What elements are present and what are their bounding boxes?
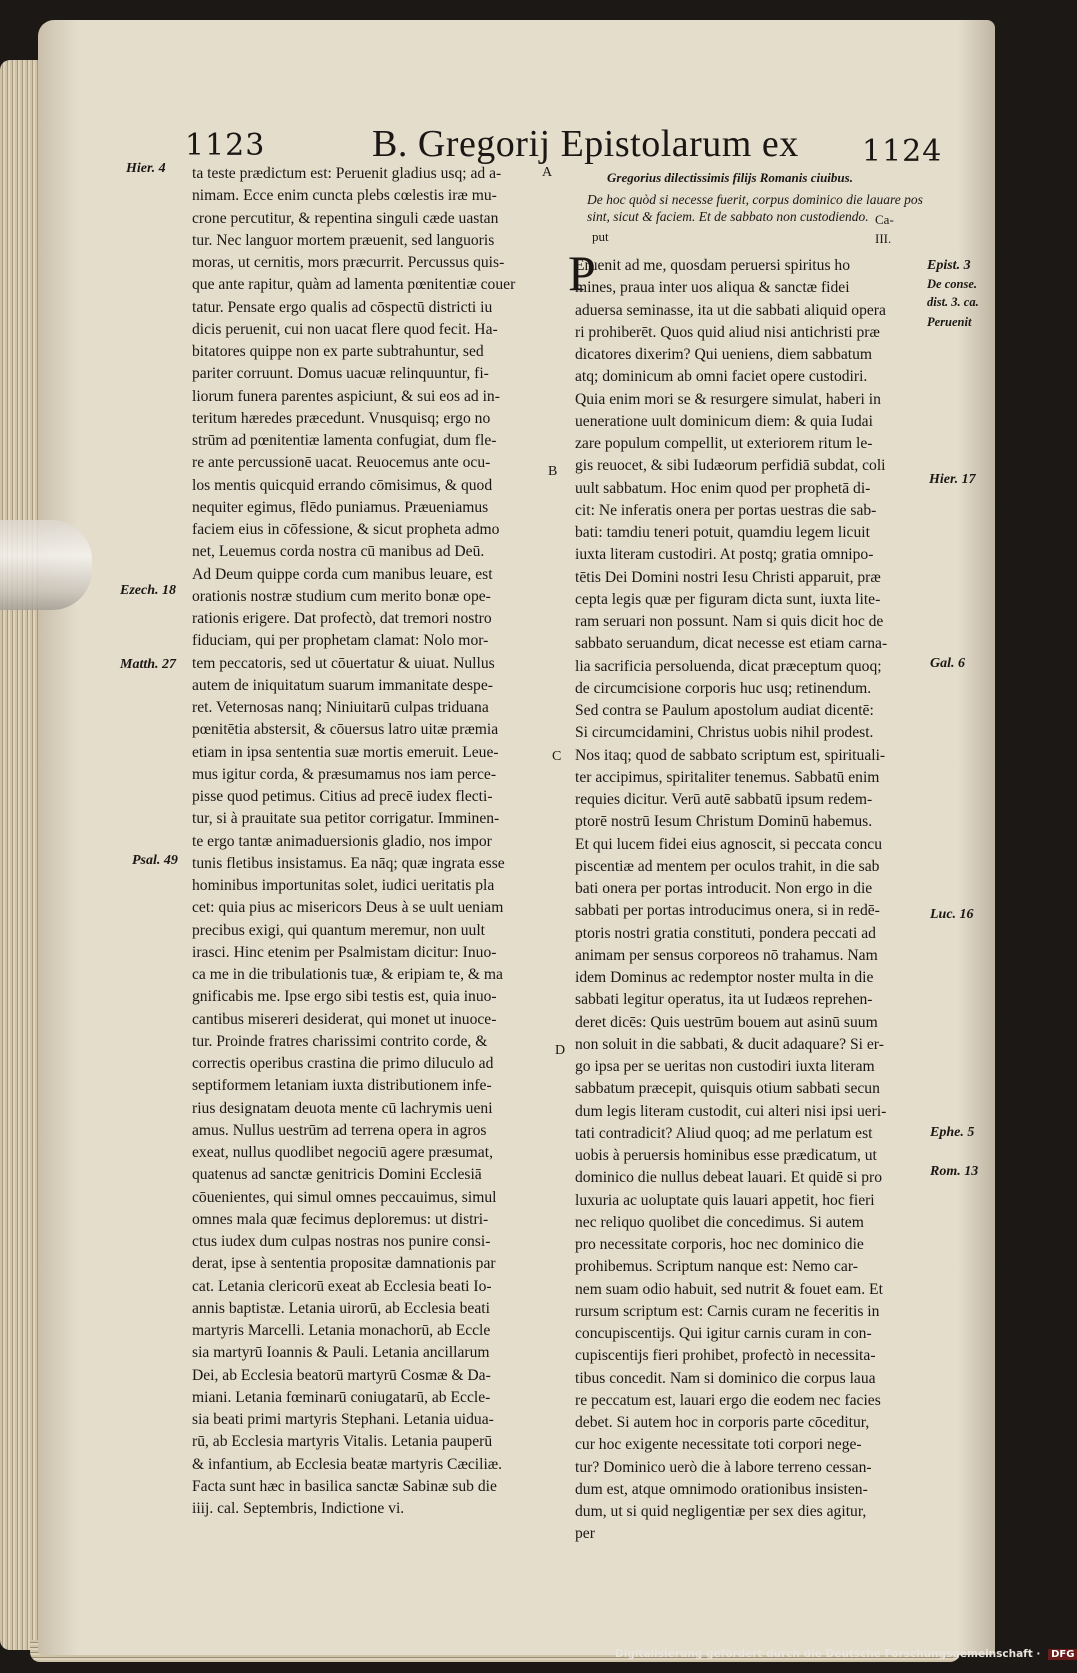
- right-column-line: sabbato seruandum, dicat necesse est etiam carna-: [575, 635, 888, 653]
- left-column-line: irasci. Hinc etenim per Psalmistam dicitur: Inuo-: [192, 943, 497, 961]
- right-column-line: Si circumcidamini, Christus uobis nihil prodest.: [575, 724, 874, 742]
- right-column-line: bati: tamdiu teneri potuit, quamdiu legem licuit: [575, 524, 870, 541]
- right-column-line: de circumcisione corporis huc usq; retinendum.: [575, 679, 872, 697]
- left-column-line: tem peccatoris, sed ut cōuertatur & uiuat. Nullus: [192, 654, 495, 672]
- left-column-line: liorum funera parentes aspiciunt, & sui eos ad in-: [192, 387, 500, 405]
- right-column-line: dum, ut si quid negligentiæ per sex dies agitur,: [575, 1503, 867, 1520]
- right-column-line: prohibemus. Scriptum nanque est: Nemo car-: [575, 1258, 858, 1276]
- right-column-line: rursum scriptum est: Carnis curam ne feceritis in: [575, 1302, 880, 1320]
- right-column-line: per: [575, 1525, 595, 1543]
- left-column-line: iiij. cal. Septembris, Indictione vi.: [192, 1500, 405, 1517]
- right-column-line: pro necessitate corporis, hoc nec dominico die: [575, 1236, 864, 1253]
- left-column-line: septiformem letaniam iuxta distributionem infe-: [192, 1077, 492, 1095]
- left-column-line: etiam in ipsa sententia suæ mortis emeruit. Leue-: [192, 743, 499, 761]
- left-column-line: pariter corruunt. Domus uacuæ relinquuntur, fi-: [192, 365, 489, 383]
- left-column-line: amus. Nullus uestrūm ad terrena opera in agros: [192, 1121, 487, 1139]
- right-text-column: [575, 255, 923, 1546]
- right-column-line: concupiscentijs. Qui igitur carnis curam in con-: [575, 1325, 872, 1342]
- margin-note-epist: Epist. 3: [927, 258, 971, 273]
- right-column-line: gis reuocet, & sibi Iudæorum perfidiā subdat, coli: [575, 457, 886, 475]
- right-column-line: dum est, atque omnimodo orationibus insisten-: [575, 1480, 868, 1498]
- left-column-line: annis baptistæ. Letania uirorū, ab Ecclesia beati: [192, 1299, 490, 1317]
- left-column-line: orationis nostræ studium cum merito bonæ ope-: [192, 587, 491, 605]
- summary-line-2: sint, sicut & faciem. Et de sabbato non custodiendo.: [587, 209, 869, 224]
- right-column-line: tur? Dominico uerò die à labore terreno cessan-: [575, 1458, 872, 1476]
- left-column-line: Ad Deum quippe corda cum manibus leuare, est: [192, 565, 493, 583]
- right-column-line: lia sacrificia persoluenda, dicat præceptum quoq;: [575, 657, 882, 675]
- right-column-line: animam per sensus corporeos nō trahamus. Nam: [575, 946, 878, 964]
- left-column-line: precibus exigi, qui quantum meremur, non uult: [192, 921, 485, 939]
- left-column-line: los mentis quicquid errando cōmisimus, & quod: [192, 476, 493, 494]
- page-header: [0, 0, 1000, 180]
- left-column-line: Dei, ab Ecclesia beatorū martyrū Cosmæ & Da-: [192, 1366, 491, 1384]
- left-column-line: ta teste prædictum est: Peruenit gladius usq; ad a-: [192, 165, 502, 182]
- right-column-line: idem Dominus ac redemptor noster multa in die: [575, 969, 874, 986]
- left-column-line: rū, ab Ecclesia martyris Vitalis. Letania pauperū: [192, 1433, 493, 1451]
- margin-note-dist: dist. 3. ca.: [927, 295, 979, 309]
- right-column-line: re peccatum est, lauari ergo die eodem nec facies: [575, 1391, 881, 1409]
- right-column-line: zare populum compellit, ut exteriorem ritum le-: [575, 435, 873, 452]
- right-column-line: Nos itaq; quod de sabbato scriptum est, spirituali-: [575, 746, 886, 764]
- right-column-line: aduersa seminasse, ita ut die sabbati aliquid opera: [575, 301, 886, 319]
- left-column-line: correctis operibus crastina die primo diluculo ad: [192, 1055, 494, 1072]
- dfg-logo: DFG: [1048, 1649, 1077, 1660]
- right-column-line: uobis à peruersis hominibus esse prædicatum, ut: [575, 1147, 877, 1164]
- right-column-line: go ipsa per se ueritas non custodiri iuxta literam: [575, 1058, 875, 1075]
- right-column-line: iuxta literam custodiri. At postq; gratia omnipo-: [575, 546, 874, 564]
- right-column-line: ptoris nostri gratia constituti, pondera peccati ad: [575, 924, 876, 942]
- left-column-line: cet: quia pius ac misericors Deus à se uult ueniam: [192, 899, 504, 917]
- right-column-line: Quia enim mori se & resurgere simulat, haberi in: [575, 390, 881, 408]
- right-column-line: cur hoc exigente necessitate toti corpori nege-: [575, 1436, 862, 1454]
- right-column-line: tētis Dei Domini nostri Iesu Christi apparuit, præ: [575, 568, 881, 586]
- left-column-line: cōuenientes, qui simul omnes peccauimus, simul: [192, 1188, 497, 1206]
- right-column-line: nem suam odio habuit, sed nutrit & fouet eam. Et: [575, 1280, 883, 1298]
- right-column-line: cit: Ne inferatis onera per portas uestras die sab-: [575, 501, 877, 519]
- right-column-line: non soluit in die sabbati, & ducit adaquare? Si er-: [575, 1035, 884, 1053]
- left-column-line: martyris Marcelli. Letania monachorū, ab Eccle: [192, 1322, 491, 1339]
- margin-note-matth27: Matth. 27: [120, 657, 177, 672]
- left-column-line: net, Leuemus corda nostra cū manibus ad Deū.: [192, 543, 485, 561]
- left-column-line: sia beati primi martyris Stephani. Letania uidua-: [192, 1411, 494, 1428]
- left-column-line: mus igitur corda, & præsumamus nos iam perce-: [192, 765, 497, 783]
- section-mark-d: D: [555, 1043, 566, 1058]
- margin-note-luc16: Luc. 16: [930, 907, 974, 922]
- left-column-line: re ante percussionē uacat. Reuocemus ante ocu-: [192, 454, 491, 472]
- section-mark-a: A: [542, 165, 553, 180]
- right-column-line: sabbatum præcepit, quisquis otium sabbati secun: [575, 1080, 880, 1098]
- page-number-right: 1124: [862, 134, 943, 169]
- left-column-line: miani. Letania fœminarū coniugatarū, ab Eccle-: [192, 1388, 491, 1406]
- left-column-line: tur. Nec languor mortem præuenit, sed languoris: [192, 231, 495, 249]
- right-column-line: requies dicitur. Verū autē sabbatū ipsum redem-: [575, 791, 873, 808]
- footer-text: Digitalisierung gefördert durch die Deutsche Forschungsgemeinschaft ·: [615, 1648, 1041, 1660]
- margin-note-ephe5: Ephe. 5: [930, 1125, 975, 1140]
- left-column-line: pœnitētia abstersit, & cōuersus latro uitæ præmia: [192, 721, 499, 739]
- left-column-line: ret. Veternosas nanq; Niniuitarū culpas triduana: [192, 699, 489, 716]
- left-column-line: crone percutitur, & repentina singuli cæde uastan: [192, 209, 499, 227]
- left-column-line: Facta sunt hæc in basilica sanctæ Sabinæ sub die: [192, 1477, 497, 1495]
- margin-note-gal6: Gal. 6: [930, 656, 965, 671]
- right-column-line: tati contradicit? Aliud quoq; ad me perlatum est: [575, 1124, 873, 1142]
- margin-note-ezech18: Ezech. 18: [120, 583, 176, 598]
- right-column-line: atq; dominicum ab omni faciet opere custodiri.: [575, 368, 868, 386]
- right-column-line: Eruenit ad me, quosdam peruersi spiritus ho: [575, 257, 850, 274]
- right-column-line: ptorē nostrū Iesum Christum Dominū habemus.: [575, 813, 873, 831]
- right-column-line: nec reliquo quolibet die concedimus. Si autem: [575, 1213, 864, 1231]
- left-column-line: rationis erigere. Dat profectò, dat tremori nostro: [192, 610, 492, 627]
- right-column-line: luxuria ac uoluptate quis lauari appetit, hoc fieri: [575, 1191, 875, 1209]
- margin-note-deconse: De conse.: [927, 277, 977, 291]
- right-column-line: debet. Si autem hoc in corporis parte cōceditur,: [575, 1414, 870, 1431]
- left-column-line: fiduciam, qui per prophetam clamat: Nolo mor-: [192, 632, 489, 650]
- left-column-line: ctus iudex dum culpas nostras nos punire consi-: [192, 1233, 491, 1250]
- left-column-line: hominibus importunitas solet, iudici ueritatis pla: [192, 877, 495, 894]
- left-column-line: tatur. Pensate ergo qualis ad cōspectū districti iu: [192, 298, 493, 316]
- summary-line-1: De hoc quòd si necesse fuerit, corpus dominico die lauare pos: [587, 192, 923, 207]
- drop-cap: P: [568, 245, 596, 301]
- left-column-line: omnes mala quæ fecimus deploremus: ut distri-: [192, 1210, 489, 1228]
- left-column-line: que ante rapitur, quàm ad lamenta pœnitentiæ couer: [192, 276, 516, 294]
- page-edge-stack: [0, 60, 40, 1650]
- left-column-line: te ergo tantæ animaduersionis gladio, nos impor: [192, 832, 492, 850]
- margin-note-rom13: Rom. 13: [930, 1164, 979, 1179]
- left-column-line: cat. Letania clericorū exeat ab Ecclesia beati Io-: [192, 1277, 492, 1295]
- left-text-column: [192, 163, 537, 1520]
- left-column-line: nimam. Ecce enim cuncta plebs cœlestis iræ mu-: [192, 187, 497, 205]
- right-column-line: dominico die nullus debeat lauari. Et quidē si pro: [575, 1169, 883, 1187]
- page-number-left: 1123: [185, 128, 266, 163]
- left-column-line: ca me in die tribulationis tuæ, & eripiam te, & ma: [192, 966, 503, 983]
- left-column-line: pisse quod petimus. Citius ad precē iudex flecti-: [192, 788, 493, 805]
- left-column-line: tur. Proinde fratres charissimi contrito corde, &: [192, 1032, 488, 1050]
- right-column-line: dicatores dixerim? Qui ueniens, diem sabbatum: [575, 346, 873, 363]
- margin-note-hier4: Hier. 4: [126, 161, 166, 176]
- right-column-line: ueneratione uult dominicum diem: & quia Iudai: [575, 412, 873, 430]
- left-column-line: exeat, nullus quodlibet negociū agere præsumat,: [192, 1144, 493, 1161]
- right-column-line: cepta legis quæ per figuram dicta sunt, iuxta lite-: [575, 590, 881, 608]
- left-column-line: strūm ad pœnitentiæ lamenta confugiat, dum fle-: [192, 432, 497, 449]
- right-column-line: cupiscentijs fieri prohibet, profectò in necessita-: [575, 1347, 876, 1365]
- left-column-line: faciem eius in cōfessione, & sicut propheta admo: [192, 521, 500, 538]
- left-column-line: tunis fletibus insistamus. Ea nāq; quæ ingrata esse: [192, 854, 505, 872]
- right-column-line: deret dicēs: Quis uestrūm bouem aut asinū suum: [575, 1013, 878, 1031]
- left-column-line: teritum hæredes præcedunt. Vnusquisq; ergo no: [192, 409, 491, 427]
- running-title: B. Gregorij Epistolarum ex: [372, 123, 799, 165]
- right-column-line: Et qui lucem fidei eius agnoscit, si peccata concu: [575, 835, 883, 853]
- left-column-line: tur, si à prauitate sua petitor corrigatur. Imminen-: [192, 810, 500, 828]
- right-column-line: mines, praua inter uos aliqua & sanctæ fidei: [575, 279, 850, 297]
- left-column-line: derat, ipse à sententia propositæ damnationis par: [192, 1255, 496, 1273]
- right-column-line: tibus concedit. Nam si dominico die corpus laua: [575, 1369, 876, 1387]
- page-clip: [0, 520, 92, 610]
- margin-note-psal49: Psal. 49: [132, 853, 178, 868]
- left-column-line: autem de iniquitatum suarum immanitate despe-: [192, 676, 493, 694]
- right-column-line: dum legis literam custodit, cui alteri nisi ipsi ueri-: [575, 1102, 887, 1120]
- caput-label: Ca-: [875, 212, 894, 227]
- margin-note-peruenit: Peruenit: [927, 315, 972, 329]
- left-column-line: cantibus misereri desiderat, qui monet ut inuoce-: [192, 1010, 497, 1028]
- section-mark-c: C: [552, 749, 562, 764]
- right-column-line: bati onera per portas introducit. Non ergo in die: [575, 880, 873, 897]
- caput-label-cont: put: [592, 229, 609, 244]
- left-column-line: & infantium, ab Ecclesia beatæ martyris Cæciliæ.: [192, 1455, 503, 1473]
- right-column-line: Sed contra se Paulum apostolum audiat dicentē:: [575, 702, 874, 719]
- left-column-line: sia martyrū Ioannis & Pauli. Letania ancillarum: [192, 1344, 490, 1362]
- right-column-line: uult sabbatum. Hoc enim quod per prophetā di-: [575, 479, 871, 497]
- right-column-line: sabbati per portas introducimus onera, si in redē-: [575, 902, 880, 920]
- section-mark-b: B: [548, 464, 558, 479]
- left-column-line: bitatores quippe non ex parte subtrahuntur, sed: [192, 343, 484, 360]
- footer-credit: [615, 1648, 1077, 1660]
- left-column-line: quatenus ad sanctæ genitricis Domini Ecclesiā: [192, 1166, 482, 1184]
- margin-note-hier17: Hier. 17: [929, 472, 976, 487]
- right-column-line: ter accipimus, spiritaliter tenemus. Sabbatū enim: [575, 768, 880, 786]
- left-column-line: dicis peruenit, cui non uacat flere quod fecit. Ha-: [192, 320, 498, 338]
- right-column-line: sabbati legitur operatus, ita ut Iudæos reprehen-: [575, 991, 873, 1009]
- left-column-line: nequiter egimus, flēdo puniamus. Præueniamus: [192, 498, 489, 516]
- left-column-line: moras, ut cernitis, mors præcurrit. Percussus quis-: [192, 254, 505, 271]
- right-column-line: ri prohiberēt. Quos quid aliud nisi antichristi præ: [575, 323, 880, 341]
- right-column-line: ram seruari non possunt. Nam si quis dicit hoc de: [575, 613, 884, 630]
- left-column-line: gnificabis me. Ipse ergo sibi testis est, quia inuo-: [192, 988, 497, 1006]
- left-column-line: rius designatam deuota mente cū lachrymis ueni: [192, 1099, 493, 1117]
- caput-number: III.: [875, 231, 892, 246]
- salutation: Gregorius dilectissimis filijs Romanis ciuibus.: [607, 170, 853, 185]
- right-column-line: piscentiæ ad mentem per oculos trahit, in die sab: [575, 857, 880, 875]
